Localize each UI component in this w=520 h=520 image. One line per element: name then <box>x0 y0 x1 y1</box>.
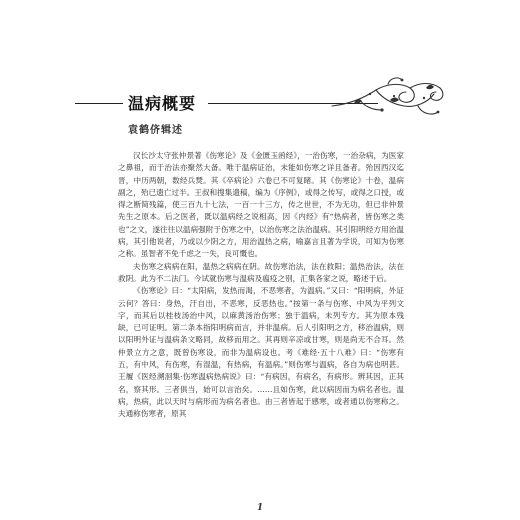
paragraph: 夫伤寒之病病在阳，温热之病病在阴。故伤寒治法，法在救阳；温热治法，法在救阴。此为不二法门。今试就伤寒与温病及瘟疫之别，汇集各家之说，略述于后。 <box>118 261 404 283</box>
chapter-title: 温病概要 <box>128 94 197 113</box>
paragraph: 汉长沙太守张仲景著《伤寒论》及《金匮玉函经》，一治伤寒，一治杂病，为医家之鼻祖，而于治法亦聚然大备。唯于温病证治，未能如伤寒之详且备者。殆因西汉迄晋，中历两朝，数经兵燹。其《卒病论》六卷已不可复睹。其《伤寒论》十卷，温病副之，殆已遗亡过半。王叔和搜集遗稿，编为《序例》，或得之传写，或得之口授，或得之断简残篇，使三百九十七法，一百一十三方，传之世世，不为无功，但已非仲景先生之原本。后之医者，既以温病经之说相高，因《内经》有“热病者，皆伤寒之类也”之文，遂往往以温病强附于伤寒之中，以治伤寒之法治温病。其引阳明经方用治温病，其引他说者，乃或以少阴之方，用治温热之病，喻嘉言且著为学说，可知为伤寒之称。虽智者不免千虑之一失，良可慨也。 <box>118 151 404 259</box>
floral-scroll-icon <box>330 76 450 120</box>
header-rule-left <box>75 103 123 104</box>
paragraph: 《伤寒论》曰：“太阳病，发热而渴，不恶寒者，为温病。”又曰：“阳明病，外证云何？答曰：身热，汗自出，不恶寒，反恶热也。”按第一条与伤寒、中风为平列文字，而其后以桂枝汤治中风，以麻黄汤治伤寒；独于温病，未列专方。其为原本残缺，已可证明。第二条本指阳明病而言，并非温病。后人引阳明之方，移治温病，则以阳明外证与温病条文略同，故移而用之。其再则辛凉或甘寒，则是尚无不合耳。然仲景立方之意，既曾伤寒设，而非为温病设也。考《难经·五十八难》曰：“伤寒有五，有中风，有伤寒，有湿温，有热病，有温病。”则伤寒与温病，各自为病也明甚。王履《医经溯洄集·伤寒温病热病说》曰：“有病因，有病名，有病形。辨其因，正其名，察其形。三者俱当，始可以言治矣。……且如伤寒，此以病因而为病名者也。温病，热病，此以天时与病形而为病名者也。由三者皆起于感寒，或者通以伤寒称之。夫通称伤寒者，原其 <box>118 286 404 419</box>
page-number: 1 <box>256 503 264 513</box>
author-line: 袁鹤侪辑述 <box>128 125 183 136</box>
body-text <box>118 150 404 421</box>
